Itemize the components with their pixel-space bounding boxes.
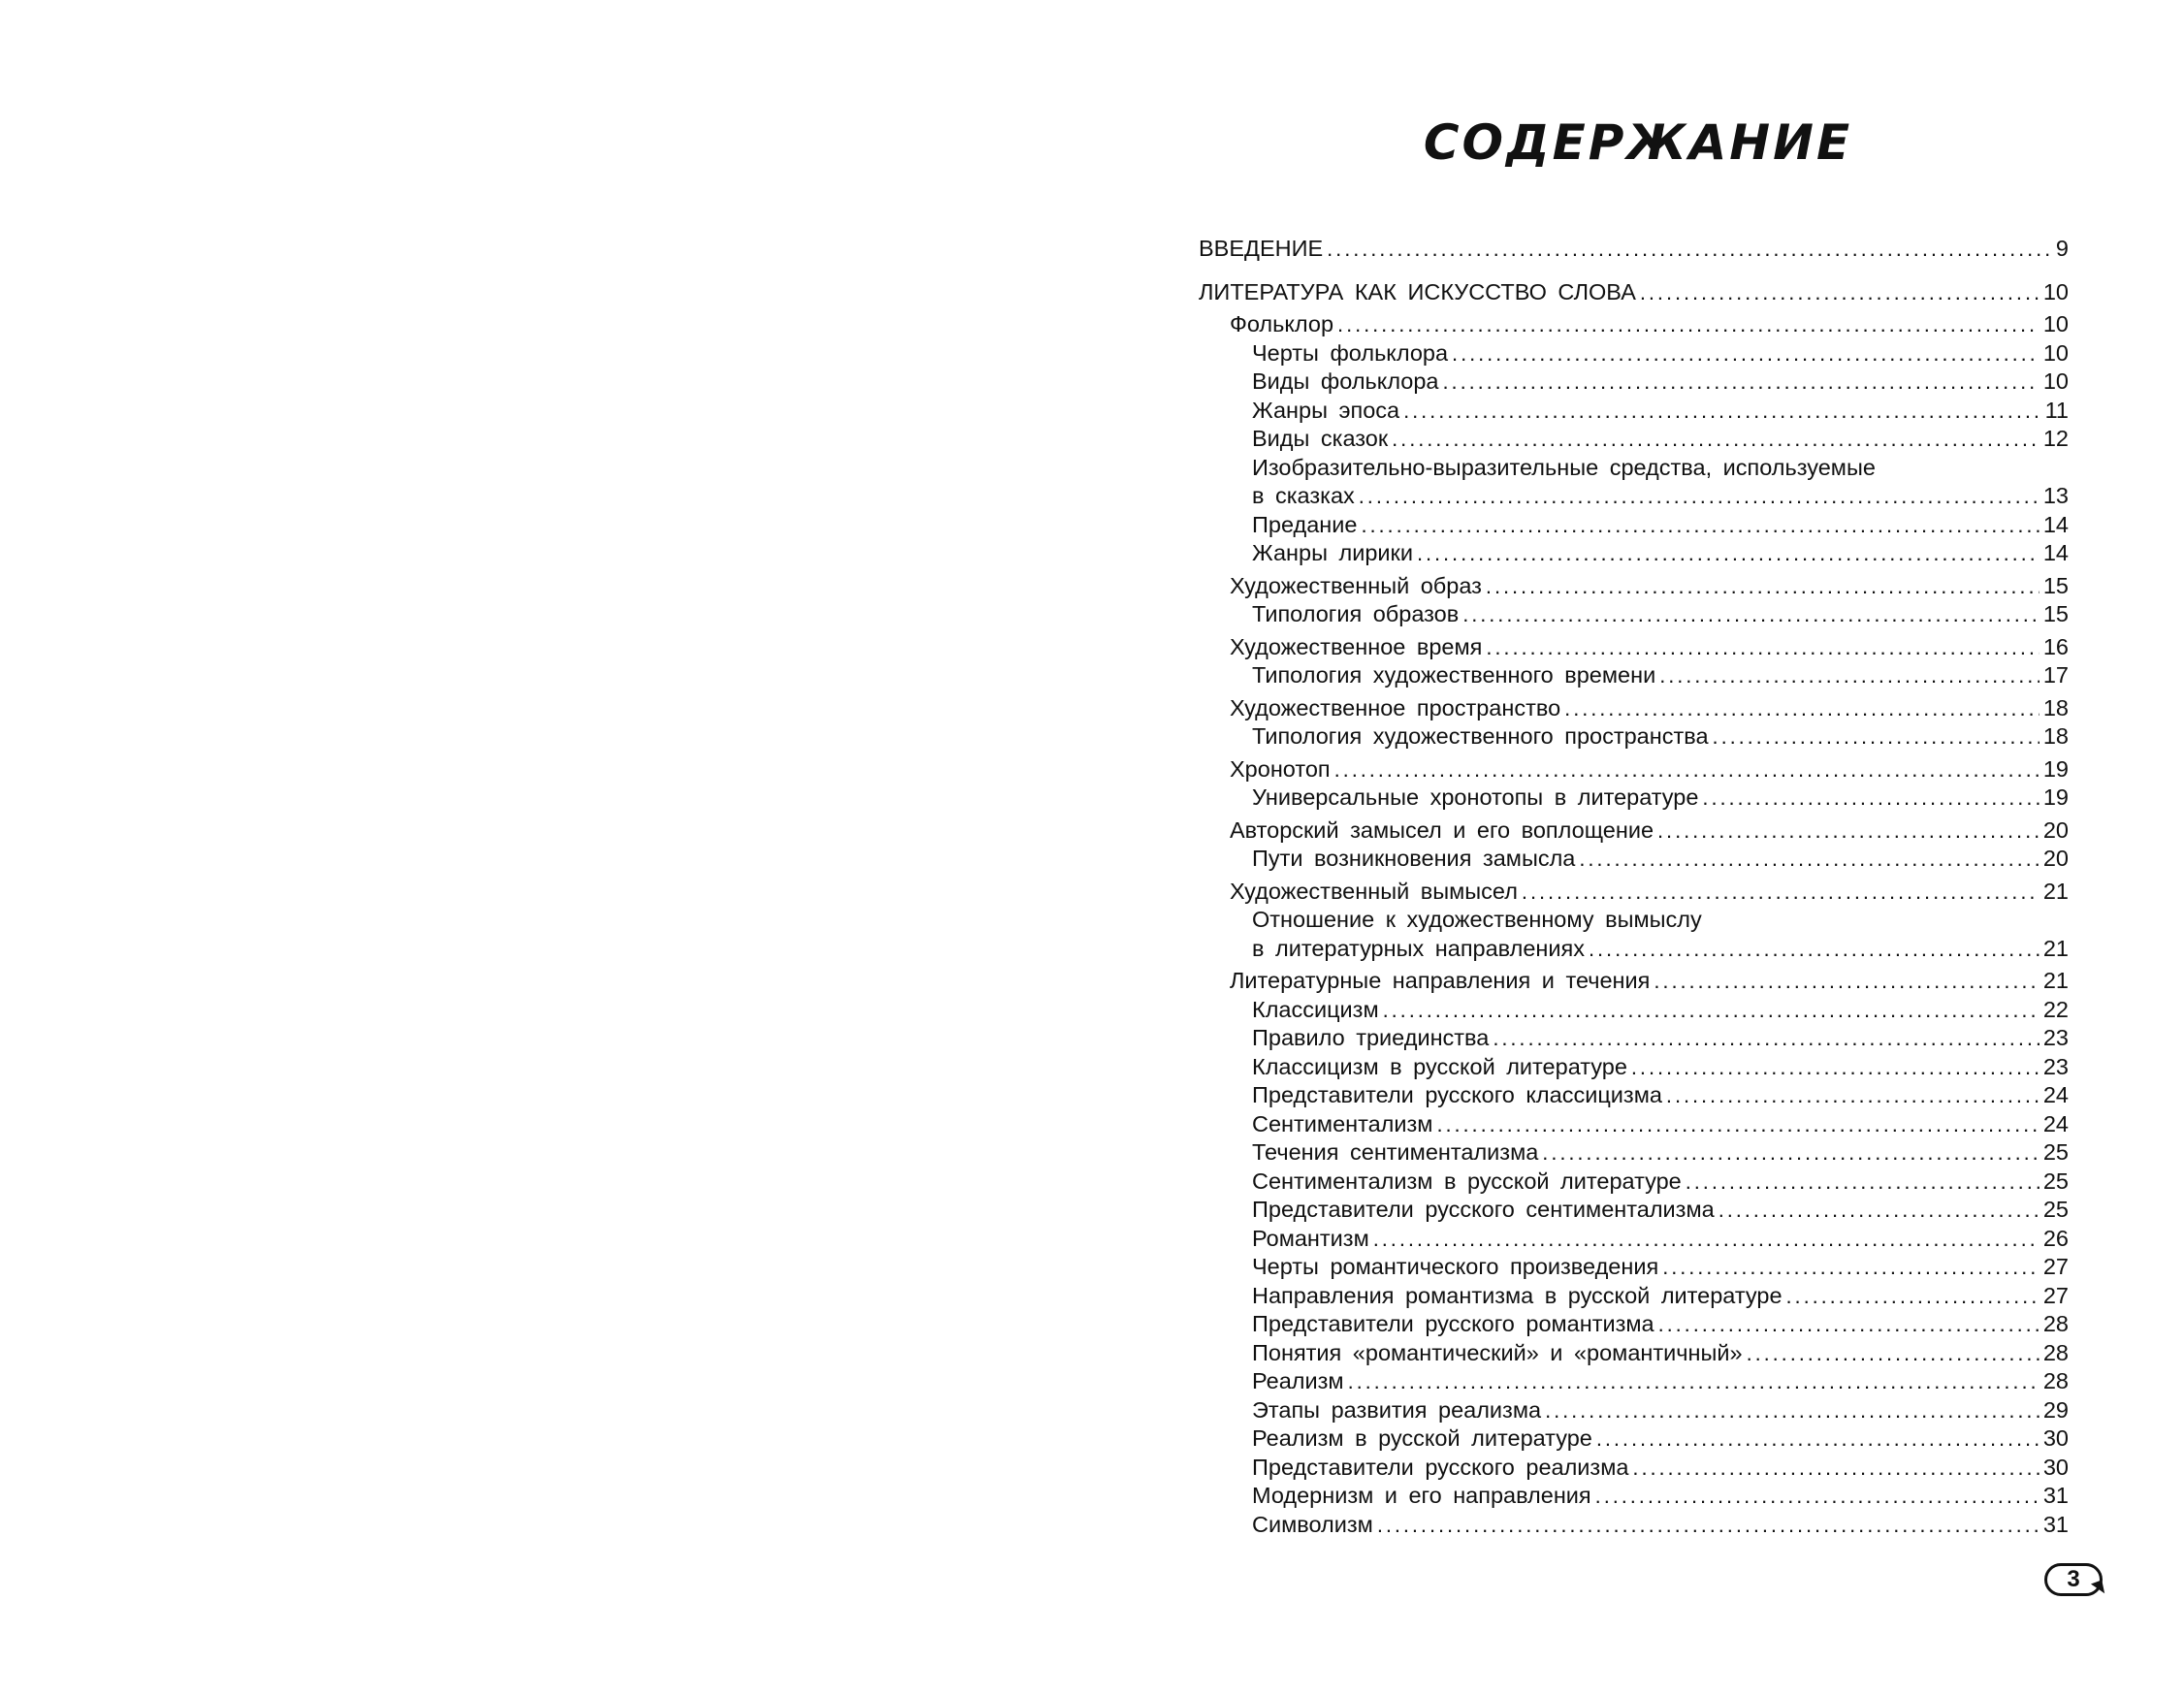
toc-entry-row: [1252, 1196, 2069, 1225]
toc-entry: [1199, 845, 2069, 874]
dot-leader: [1486, 572, 2039, 601]
toc-entry-title: Универсальные хронотопы в литературе: [1252, 784, 1699, 810]
toc-entry-title: Черты романтического произведения: [1252, 1254, 1659, 1279]
toc-entry-row: [1252, 1482, 2069, 1511]
toc-entry-title: Хронотоп: [1230, 755, 1331, 782]
toc-entry-page: 10: [2042, 339, 2069, 366]
dot-leader: [1640, 278, 2039, 307]
toc-entry-row: [1252, 425, 2069, 454]
toc-entry-row: [1252, 661, 2069, 690]
dot-leader: [1327, 235, 2052, 264]
dot-leader: [1361, 511, 2039, 540]
toc-entry: [1199, 278, 2069, 307]
toc-entry: [1199, 661, 2069, 690]
toc-entry-row: [1252, 1081, 2069, 1110]
toc-entry-row: [1252, 1454, 2069, 1483]
toc-entry: [1199, 1138, 2069, 1168]
page-number: 3: [2067, 1566, 2080, 1592]
toc-entry-row: [1252, 1110, 2069, 1139]
toc-entry-row: [1252, 1424, 2069, 1454]
toc-entry-row: [1252, 1396, 2069, 1425]
toc-entry-title: Представители русского реализма: [1252, 1454, 1629, 1480]
toc-entry-row: [1252, 539, 2069, 568]
toc-entry-page: 14: [2042, 540, 2069, 565]
dot-leader: [1545, 1396, 2039, 1425]
dot-leader: [1542, 1138, 2039, 1168]
toc-entry-title: в литературных направлениях: [1252, 935, 1585, 961]
dot-leader: [1595, 1482, 2039, 1511]
dot-leader: [1452, 339, 2039, 368]
dot-leader: [1462, 600, 2039, 629]
dot-leader: [1486, 633, 2039, 662]
dot-leader: [1564, 694, 2039, 723]
toc-entry-page: 15: [2042, 572, 2069, 598]
toc-entry-title: Литературные направления и течения: [1230, 968, 1651, 993]
dot-leader: [1383, 996, 2039, 1025]
toc-entry-page: 24: [2042, 1082, 2069, 1107]
toc-entry: [1199, 878, 2069, 907]
toc-entry-title: Пути возникновения замысла: [1252, 846, 1576, 871]
toc-entry-page: 21: [2042, 878, 2069, 904]
toc-entry-row: [1252, 1168, 2069, 1197]
toc-entry-row: [1252, 1253, 2069, 1282]
toc-entry-row: [1252, 784, 2069, 813]
dot-leader: [1702, 784, 2039, 813]
toc-entry-page: 28: [2042, 1368, 2069, 1393]
toc-entry-page: 10: [2042, 278, 2069, 304]
toc-entry-row: [1230, 310, 2069, 339]
toc-entry: [1199, 1310, 2069, 1339]
toc-entry-title: Фольклор: [1230, 311, 1334, 336]
toc-entry-page: 31: [2042, 1483, 2069, 1508]
toc-entry-page: 10: [2042, 368, 2069, 394]
toc-entry-page: 27: [2042, 1282, 2069, 1308]
dot-leader: [1659, 661, 2039, 690]
toc-entry-row: [1252, 1310, 2069, 1339]
toc-entry-row: [1252, 397, 2069, 426]
toc-entry-title: Художественный образ: [1230, 572, 1482, 598]
dot-leader: [1522, 878, 2039, 907]
toc-entry-title: Типология художественного пространства: [1252, 723, 1709, 749]
dot-leader: [1334, 755, 2039, 784]
dot-leader: [1713, 722, 2039, 752]
toc-entry-page: 19: [2042, 784, 2069, 810]
toc-entry: [1199, 339, 2069, 368]
toc-entry-page: 25: [2042, 1168, 2069, 1194]
toc-entry: [1199, 572, 2069, 601]
toc-entry-title: Художественное время: [1230, 633, 1483, 659]
toc-entry: [1199, 1225, 2069, 1254]
toc-entry-row: [1252, 1138, 2069, 1168]
toc-entry: [1199, 1482, 2069, 1511]
toc-entry: [1199, 600, 2069, 629]
toc-entry-page: 14: [2042, 511, 2069, 537]
toc-entry-title: Представители русского классицизма: [1252, 1082, 1662, 1107]
toc-entry-title: Представители русского сентиментализма: [1252, 1197, 1715, 1222]
dot-leader: [1348, 1367, 2039, 1396]
dot-leader: [1666, 1081, 2039, 1110]
toc-entry: [1199, 1454, 2069, 1483]
toc-entry-title: Символизм: [1252, 1511, 1373, 1537]
toc-entry: [1199, 1053, 2069, 1082]
dot-leader: [1377, 1511, 2039, 1540]
toc-entry-page: 20: [2042, 816, 2069, 843]
toc-entry: [1199, 722, 2069, 752]
toc-entry-row: [1252, 511, 2069, 540]
toc-entry: [1199, 425, 2069, 454]
toc-entry-row: [1252, 482, 2069, 511]
toc-entry: [1199, 397, 2069, 426]
dot-leader: [1589, 935, 2039, 964]
toc-entry-row: [1230, 878, 2069, 907]
toc-entry-page: 28: [2042, 1311, 2069, 1336]
toc-entry: [1199, 1168, 2069, 1197]
dot-leader: [1436, 1110, 2039, 1139]
dot-leader: [1632, 1454, 2039, 1483]
toc-entry-row: [1252, 935, 2069, 964]
toc-entry: [1199, 1367, 2069, 1396]
toc-entry-page: 21: [2042, 968, 2069, 993]
toc-entry: [1199, 906, 2069, 935]
toc-entry-title: Типология художественного времени: [1252, 662, 1656, 688]
toc-entry-title: Романтизм: [1252, 1225, 1369, 1251]
toc-entry-row: [1252, 368, 2069, 397]
dot-leader: [1658, 1310, 2039, 1339]
toc-entry: [1199, 454, 2069, 483]
toc-entry-row: [1252, 1339, 2069, 1368]
toc-entry-title: Виды сказок: [1252, 426, 1389, 451]
toc-entry-page: 26: [2042, 1225, 2069, 1251]
toc-entry-row: [1252, 1053, 2069, 1082]
dot-leader: [1417, 539, 2039, 568]
toc-entry-title: Предание: [1252, 511, 1358, 537]
toc-entry: [1199, 1110, 2069, 1139]
toc-entry-title: Этапы развития реализма: [1252, 1396, 1542, 1423]
dot-leader: [1392, 425, 2039, 454]
toc-entry: [1199, 816, 2069, 846]
toc-entry: [1199, 1396, 2069, 1425]
toc-entry: [1199, 511, 2069, 540]
toc-entry-title: Художественный вымысел: [1230, 878, 1518, 904]
toc-entry-row: [1230, 572, 2069, 601]
toc-entry-page: 23: [2042, 1025, 2069, 1050]
dot-leader: [1718, 1196, 2039, 1225]
toc-entry-title: Виды фольклора: [1252, 368, 1439, 394]
toc-entry-title: Представители русского романтизма: [1252, 1311, 1654, 1336]
toc-entry-page: 19: [2042, 755, 2069, 782]
dot-leader: [1786, 1282, 2039, 1311]
toc-entry-row: [1252, 1282, 2069, 1311]
toc-entry-page: 29: [2042, 1396, 2069, 1423]
toc-entry: [1199, 310, 2069, 339]
toc-entry: [1199, 1424, 2069, 1454]
toc-entry-page: 28: [2042, 1339, 2069, 1365]
toc-entry-title: Художественное пространство: [1230, 694, 1561, 720]
toc-entry: [1199, 1511, 2069, 1540]
toc-entry-page: 13: [2042, 483, 2069, 508]
toc-entry-page: 22: [2042, 996, 2069, 1022]
dot-leader: [1596, 1424, 2039, 1454]
toc-entry-row: [1252, 845, 2069, 874]
toc-entry-title: Классицизм: [1252, 996, 1379, 1022]
toc-entry-page: 16: [2042, 633, 2069, 659]
toc-entry-page: 21: [2042, 935, 2069, 961]
dot-leader: [1493, 1024, 2039, 1053]
toc-entry-row: [1252, 1511, 2069, 1540]
dot-leader: [1337, 310, 2039, 339]
toc-entry: [1199, 784, 2069, 813]
toc-entry-title: Течения сентиментализма: [1252, 1139, 1539, 1165]
dot-leader: [1579, 845, 2039, 874]
toc-entry-row: [1230, 967, 2069, 996]
toc-entry-row: [1230, 633, 2069, 662]
dot-leader: [1443, 368, 2039, 397]
toc-entry-title: Жанры лирики: [1252, 540, 1413, 565]
toc-entry-page: 30: [2042, 1454, 2069, 1480]
page-title: СОДЕРЖАНИЕ: [1423, 114, 1853, 171]
toc-entry-row: [1230, 816, 2069, 846]
toc-entry-row: [1252, 1367, 2069, 1396]
toc-entry-page: 12: [2042, 426, 2069, 451]
dot-leader: [1654, 967, 2039, 996]
toc-entry-title: Реализм: [1252, 1368, 1344, 1393]
toc-entry-page: 15: [2042, 601, 2069, 626]
toc-entry-title: Черты фольклора: [1252, 339, 1449, 366]
dot-leader: [1747, 1339, 2039, 1368]
toc-entry-title: Типология образов: [1252, 601, 1460, 626]
toc-entry-title: Направления романтизма в русской литературе: [1252, 1282, 1783, 1308]
toc-entry-row: [1252, 454, 2069, 483]
toc-entry-title: Классицизм в русской литературе: [1252, 1053, 1627, 1079]
toc-entry: [1199, 1339, 2069, 1368]
toc-entry-row: [1230, 755, 2069, 784]
dot-leader: [1657, 816, 2039, 846]
toc-entry-page: 18: [2042, 694, 2069, 720]
toc-entry-page: 11: [2044, 397, 2069, 423]
toc-entry-title: Правило триединства: [1252, 1025, 1490, 1050]
toc-entry-title: Жанры эпоса: [1252, 397, 1400, 423]
dot-leader: [1359, 482, 2039, 511]
toc-entry-title: Сентиментализм: [1252, 1110, 1433, 1136]
toc-entry: [1199, 1196, 2069, 1225]
toc-entry: [1199, 1253, 2069, 1282]
toc-entry-page: 31: [2042, 1511, 2069, 1537]
toc-entry: [1199, 1081, 2069, 1110]
toc-entry-title: ЛИТЕРАТУРА КАК ИСКУССТВО СЛОВА: [1199, 278, 1636, 304]
toc-entry-page: 9: [2055, 236, 2069, 261]
toc-entry-title: Реализм в русской литературе: [1252, 1425, 1592, 1451]
toc-entry-row: [1230, 694, 2069, 723]
dot-leader: [1686, 1168, 2039, 1197]
dot-leader: [1373, 1225, 2039, 1254]
toc-entry: [1199, 539, 2069, 568]
toc-entry-page: 17: [2042, 662, 2069, 688]
toc-entry: [1199, 1024, 2069, 1053]
toc-entry-row: [1252, 906, 2069, 935]
toc-entry-title: Модернизм и его направления: [1252, 1483, 1591, 1508]
toc-entry-title: Сентиментализм в русской литературе: [1252, 1168, 1682, 1194]
toc-entry-page: 30: [2042, 1425, 2069, 1451]
toc-entry: [1199, 633, 2069, 662]
toc-entry-row: [1252, 1024, 2069, 1053]
toc-entry-title: ВВЕДЕНИЕ: [1199, 236, 1324, 261]
toc-entry: [1199, 967, 2069, 996]
toc-entry-page: 10: [2042, 311, 2069, 336]
table-of-contents: [1199, 235, 2069, 1539]
toc-entry-row: [1252, 996, 2069, 1025]
toc-entry-row: [1252, 722, 2069, 752]
toc-entry-row: [1199, 278, 2069, 307]
toc-entry: [1199, 935, 2069, 964]
toc-entry-page: 25: [2042, 1197, 2069, 1222]
toc-entry: [1199, 235, 2069, 264]
toc-entry-title: в сказках: [1252, 483, 1355, 508]
toc-entry: [1199, 368, 2069, 397]
toc-entry-row: [1199, 235, 2069, 264]
toc-entry: [1199, 1282, 2069, 1311]
toc-entry-row: [1252, 339, 2069, 368]
toc-entry-page: 23: [2042, 1053, 2069, 1079]
toc-entry-row: [1252, 1225, 2069, 1254]
toc-entry-page: 20: [2042, 846, 2069, 871]
toc-entry-row: [1252, 600, 2069, 629]
toc-entry-title: Понятия «романтический» и «романтичный»: [1252, 1339, 1743, 1365]
toc-entry: [1199, 755, 2069, 784]
toc-entry-title: Авторский замысел и его воплощение: [1230, 816, 1654, 843]
toc-entry-page: 24: [2042, 1110, 2069, 1136]
toc-entry-title: Отношение к художественному вымыслу: [1252, 907, 1702, 932]
toc-entry-page: 25: [2042, 1139, 2069, 1165]
toc-entry-title: Изобразительно-выразительные средства, используемые: [1252, 454, 1876, 480]
toc-entry: [1199, 996, 2069, 1025]
toc-entry: [1199, 482, 2069, 511]
dot-leader: [1631, 1053, 2039, 1082]
toc-entry-page: 18: [2042, 723, 2069, 749]
toc-entry-page: 27: [2042, 1254, 2069, 1279]
dot-leader: [1662, 1253, 2039, 1282]
toc-entry: [1199, 694, 2069, 723]
dot-leader: [1403, 397, 2040, 426]
